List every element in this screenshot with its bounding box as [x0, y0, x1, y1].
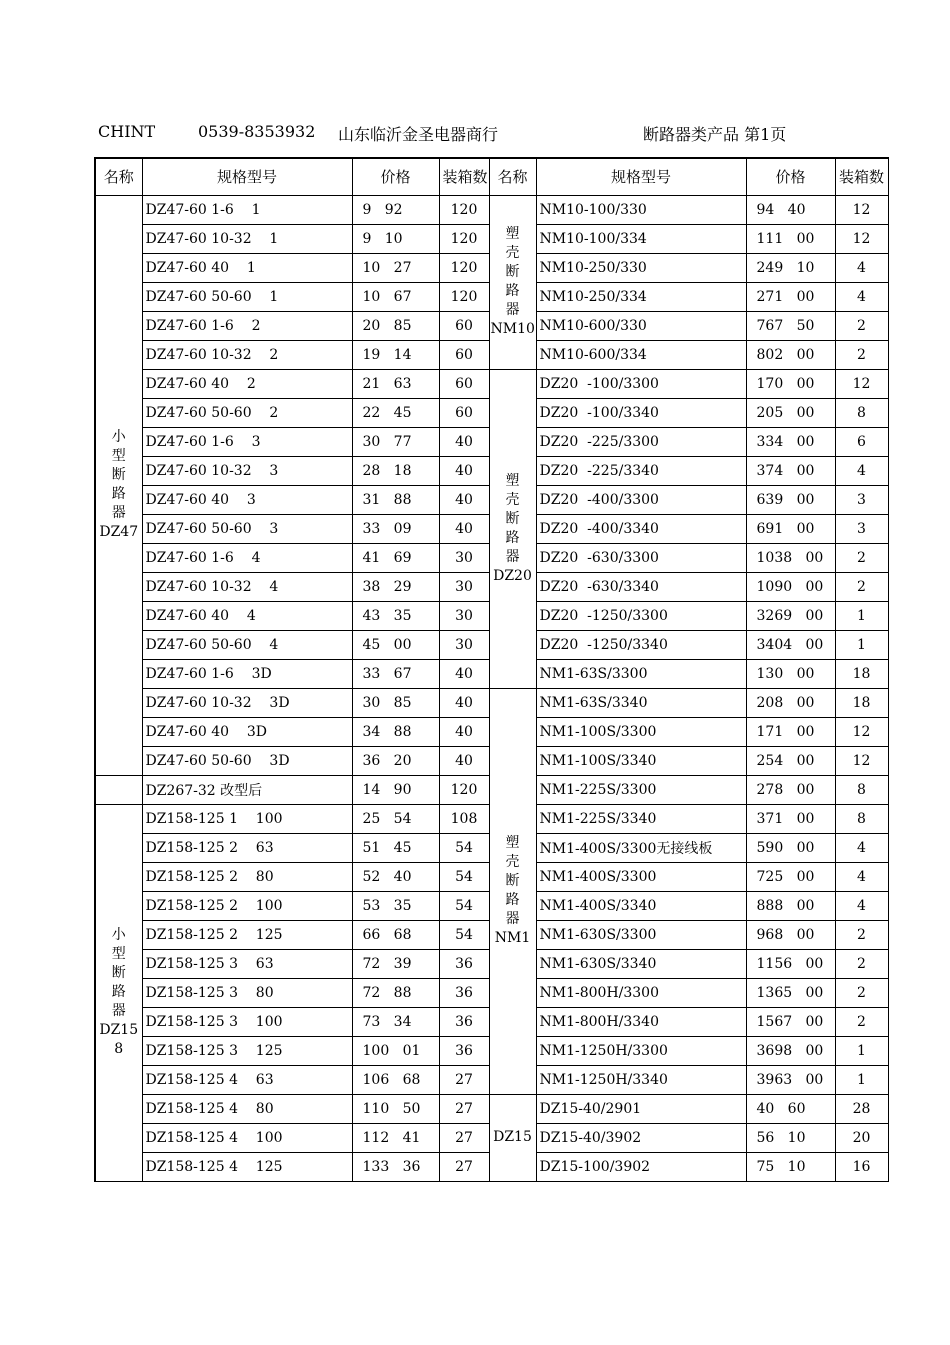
spec-cell: DZ47-60 50-60 1	[142, 282, 352, 311]
spec-cell: NM10-100/334	[536, 224, 746, 253]
price-cell: 208 00	[746, 688, 835, 717]
spec-cell: DZ158-125 4 125	[142, 1152, 352, 1181]
spec-cell: DZ47-60 50-60 2	[142, 398, 352, 427]
box-qty-cell: 1	[835, 1036, 888, 1065]
price-cell: 33 67	[352, 659, 439, 688]
box-qty-cell: 40	[439, 485, 489, 514]
box-qty-cell: 27	[439, 1152, 489, 1181]
price-cell: 45 00	[352, 630, 439, 659]
spec-cell: DZ20 -225/3300	[536, 427, 746, 456]
box-qty-cell: 30	[439, 543, 489, 572]
spec-cell: NM10-600/330	[536, 311, 746, 340]
box-qty-cell: 54	[439, 891, 489, 920]
spec-cell: DZ20 -100/3340	[536, 398, 746, 427]
box-qty-cell: 8	[835, 398, 888, 427]
price-cell: 170 00	[746, 369, 835, 398]
price-cell: 38 29	[352, 572, 439, 601]
price-cell: 590 00	[746, 833, 835, 862]
price-cell: 28 18	[352, 456, 439, 485]
box-qty-cell: 27	[439, 1094, 489, 1123]
table-row	[95, 1094, 888, 1123]
box-qty-cell: 2	[835, 543, 888, 572]
price-cell: 3698 00	[746, 1036, 835, 1065]
box-qty-cell: 54	[439, 920, 489, 949]
box-qty-cell: 2	[835, 978, 888, 1007]
box-qty-cell: 120	[439, 253, 489, 282]
spec-cell: DZ47-60 10-32 4	[142, 572, 352, 601]
spec-cell: NM1-63S/3340	[536, 688, 746, 717]
box-qty-cell: 8	[835, 775, 888, 804]
spec-cell: DZ47-60 1-6 3D	[142, 659, 352, 688]
box-qty-cell: 3	[835, 514, 888, 543]
price-cell: 3963 00	[746, 1065, 835, 1094]
price-cell: 968 00	[746, 920, 835, 949]
box-qty-cell: 54	[439, 862, 489, 891]
price-cell: 1365 00	[746, 978, 835, 1007]
box-qty-cell: 12	[835, 195, 888, 224]
price-cell: 20 85	[352, 311, 439, 340]
price-cell: 271 00	[746, 282, 835, 311]
spec-cell: NM1-100S/3300	[536, 717, 746, 746]
box-qty-cell: 40	[439, 717, 489, 746]
box-qty-cell: 36	[439, 978, 489, 1007]
box-qty-cell: 4	[835, 282, 888, 311]
box-qty-cell: 2	[835, 949, 888, 978]
col-header: 名称	[489, 158, 536, 195]
price-cell: 66 68	[352, 920, 439, 949]
price-cell: 205 00	[746, 398, 835, 427]
spec-cell: NM10-250/330	[536, 253, 746, 282]
price-cell: 1090 00	[746, 572, 835, 601]
spec-cell: NM1-800H/3340	[536, 1007, 746, 1036]
spec-cell: DZ158-125 3 63	[142, 949, 352, 978]
box-qty-cell: 120	[439, 775, 489, 804]
spec-cell: NM10-250/334	[536, 282, 746, 311]
spec-cell: NM1-400S/3300	[536, 862, 746, 891]
price-cell: 3269 00	[746, 601, 835, 630]
spec-cell: DZ20 -1250/3340	[536, 630, 746, 659]
spec-cell: DZ47-60 40 3D	[142, 717, 352, 746]
box-qty-cell: 40	[439, 514, 489, 543]
box-qty-cell: 60	[439, 311, 489, 340]
price-cell: 639 00	[746, 485, 835, 514]
box-qty-cell: 18	[835, 688, 888, 717]
spec-cell: DZ267-32 改型后	[142, 775, 352, 804]
box-qty-cell: 2	[835, 572, 888, 601]
price-cell: 725 00	[746, 862, 835, 891]
spec-cell: DZ20 -225/3340	[536, 456, 746, 485]
price-cell: 9 10	[352, 224, 439, 253]
box-qty-cell: 40	[439, 746, 489, 775]
price-cell: 371 00	[746, 804, 835, 833]
price-table	[94, 157, 889, 1182]
box-qty-cell: 27	[439, 1123, 489, 1152]
spec-cell: DZ20 -1250/3300	[536, 601, 746, 630]
box-qty-cell: 36	[439, 1007, 489, 1036]
spec-cell: DZ158-125 3 100	[142, 1007, 352, 1036]
box-qty-cell: 27	[439, 1065, 489, 1094]
price-cell: 100 01	[352, 1036, 439, 1065]
spec-cell: DZ158-125 1 100	[142, 804, 352, 833]
box-qty-cell: 40	[439, 659, 489, 688]
spec-cell: DZ158-125 3 125	[142, 1036, 352, 1065]
price-cell: 802 00	[746, 340, 835, 369]
spec-cell: DZ158-125 4 100	[142, 1123, 352, 1152]
box-qty-cell: 2	[835, 920, 888, 949]
price-cell: 10 67	[352, 282, 439, 311]
price-cell: 94 40	[746, 195, 835, 224]
spec-cell: NM1-400S/3340	[536, 891, 746, 920]
price-cell: 31 88	[352, 485, 439, 514]
spec-cell: DZ158-125 3 80	[142, 978, 352, 1007]
price-cell: 1038 00	[746, 543, 835, 572]
box-qty-cell: 2	[835, 340, 888, 369]
col-header: 规格型号	[536, 158, 746, 195]
price-cell: 691 00	[746, 514, 835, 543]
spec-cell: NM1-400S/3300无接线板	[536, 833, 746, 862]
spec-cell: NM10-600/334	[536, 340, 746, 369]
table-row	[95, 369, 888, 398]
spec-cell: DZ20 -400/3300	[536, 485, 746, 514]
col-header: 装箱数	[439, 158, 489, 195]
spec-cell: NM1-225S/3300	[536, 775, 746, 804]
price-cell: 21 63	[352, 369, 439, 398]
spec-cell: DZ47-60 1-6 1	[142, 195, 352, 224]
price-cell: 374 00	[746, 456, 835, 485]
price-cell: 3404 00	[746, 630, 835, 659]
box-qty-cell: 4	[835, 253, 888, 282]
price-cell: 52 40	[352, 862, 439, 891]
spec-cell: DZ47-60 10-32 1	[142, 224, 352, 253]
spec-cell: DZ47-60 10-32 2	[142, 340, 352, 369]
spec-cell: DZ47-60 40 1	[142, 253, 352, 282]
price-cell: 30 77	[352, 427, 439, 456]
spec-cell: NM1-100S/3340	[536, 746, 746, 775]
group-name-cell	[95, 775, 142, 804]
box-qty-cell: 16	[835, 1152, 888, 1181]
spec-cell: DZ158-125 2 80	[142, 862, 352, 891]
price-cell: 33 09	[352, 514, 439, 543]
spec-cell: DZ47-60 1-6 4	[142, 543, 352, 572]
box-qty-cell: 28	[835, 1094, 888, 1123]
price-cell: 1156 00	[746, 949, 835, 978]
box-qty-cell: 18	[835, 659, 888, 688]
box-qty-cell: 4	[835, 833, 888, 862]
price-cell: 75 10	[746, 1152, 835, 1181]
price-cell: 9 92	[352, 195, 439, 224]
spec-cell: DZ158-125 2 63	[142, 833, 352, 862]
group-name-cell: 小 型 断 路 器 DZ15 8	[95, 804, 142, 1181]
box-qty-cell: 2	[835, 1007, 888, 1036]
spec-cell: NM1-630S/3340	[536, 949, 746, 978]
col-header: 价格	[352, 158, 439, 195]
box-qty-cell: 30	[439, 601, 489, 630]
box-qty-cell: 1	[835, 601, 888, 630]
box-qty-cell: 4	[835, 862, 888, 891]
box-qty-cell: 12	[835, 717, 888, 746]
spec-cell: DZ47-60 40 4	[142, 601, 352, 630]
spec-cell: DZ47-60 10-32 3D	[142, 688, 352, 717]
spec-cell: DZ47-60 50-60 3	[142, 514, 352, 543]
box-qty-cell: 6	[835, 427, 888, 456]
price-cell: 10 27	[352, 253, 439, 282]
price-cell: 73 34	[352, 1007, 439, 1036]
box-qty-cell: 30	[439, 630, 489, 659]
price-cell: 41 69	[352, 543, 439, 572]
table-row	[95, 195, 888, 224]
price-cell: 22 45	[352, 398, 439, 427]
box-qty-cell: 54	[439, 833, 489, 862]
price-cell: 254 00	[746, 746, 835, 775]
spec-cell: NM1-800H/3300	[536, 978, 746, 1007]
group-name-cell: 塑 壳 断 路 器 DZ20	[489, 369, 536, 688]
spec-cell: DZ47-60 1-6 3	[142, 427, 352, 456]
spec-cell: NM1-1250H/3300	[536, 1036, 746, 1065]
box-qty-cell: 4	[835, 456, 888, 485]
price-cell: 106 68	[352, 1065, 439, 1094]
col-header: 名称	[95, 158, 142, 195]
spec-cell: DZ20 -400/3340	[536, 514, 746, 543]
box-qty-cell: 1	[835, 630, 888, 659]
group-name-cell: 塑 壳 断 路 器 NM10	[489, 195, 536, 369]
box-qty-cell: 12	[835, 224, 888, 253]
price-cell: 171 00	[746, 717, 835, 746]
box-qty-cell: 30	[439, 572, 489, 601]
box-qty-cell: 2	[835, 311, 888, 340]
spec-cell: DZ47-60 40 3	[142, 485, 352, 514]
spec-cell: DZ20 -630/3340	[536, 572, 746, 601]
spec-cell: DZ20 -630/3300	[536, 543, 746, 572]
spec-cell: DZ47-60 50-60 4	[142, 630, 352, 659]
box-qty-cell: 8	[835, 804, 888, 833]
box-qty-cell: 20	[835, 1123, 888, 1152]
box-qty-cell: 40	[439, 427, 489, 456]
spec-cell: DZ15-40/2901	[536, 1094, 746, 1123]
price-cell: 334 00	[746, 427, 835, 456]
spec-cell: NM1-225S/3340	[536, 804, 746, 833]
box-qty-cell: 60	[439, 369, 489, 398]
price-cell: 36 20	[352, 746, 439, 775]
spec-cell: NM1-1250H/3340	[536, 1065, 746, 1094]
spec-cell: NM1-630S/3300	[536, 920, 746, 949]
box-qty-cell: 108	[439, 804, 489, 833]
box-qty-cell: 4	[835, 891, 888, 920]
box-qty-cell: 120	[439, 282, 489, 311]
box-qty-cell: 12	[835, 746, 888, 775]
price-cell: 110 50	[352, 1094, 439, 1123]
group-name-cell: DZ15	[489, 1094, 536, 1181]
box-qty-cell: 1	[835, 1065, 888, 1094]
spec-cell: DZ158-125 2 125	[142, 920, 352, 949]
price-cell: 53 35	[352, 891, 439, 920]
price-cell: 888 00	[746, 891, 835, 920]
table-row	[95, 688, 888, 717]
price-cell: 34 88	[352, 717, 439, 746]
price-cell: 14 90	[352, 775, 439, 804]
box-qty-cell: 3	[835, 485, 888, 514]
group-name-cell: 小 型 断 路 器 DZ47	[95, 195, 142, 775]
spec-cell: DZ158-125 4 80	[142, 1094, 352, 1123]
price-cell: 111 00	[746, 224, 835, 253]
spec-cell: DZ15-100/3902	[536, 1152, 746, 1181]
box-qty-cell: 12	[835, 369, 888, 398]
spec-cell: DZ47-60 40 2	[142, 369, 352, 398]
price-cell: 1567 00	[746, 1007, 835, 1036]
price-cell: 278 00	[746, 775, 835, 804]
price-cell: 249 10	[746, 253, 835, 282]
col-header: 规格型号	[142, 158, 352, 195]
box-qty-cell: 120	[439, 224, 489, 253]
price-cell: 767 50	[746, 311, 835, 340]
col-header: 价格	[746, 158, 835, 195]
spec-cell: DZ47-60 1-6 2	[142, 311, 352, 340]
box-qty-cell: 60	[439, 398, 489, 427]
price-cell: 72 39	[352, 949, 439, 978]
price-cell: 25 54	[352, 804, 439, 833]
col-header: 装箱数	[835, 158, 888, 195]
price-cell: 40 60	[746, 1094, 835, 1123]
spec-cell: DZ47-60 50-60 3D	[142, 746, 352, 775]
spec-cell: DZ20 -100/3300	[536, 369, 746, 398]
price-cell: 133 36	[352, 1152, 439, 1181]
price-cell: 43 35	[352, 601, 439, 630]
company-name: 山东临沂金圣电器商行	[338, 125, 499, 144]
price-cell: 72 88	[352, 978, 439, 1007]
table-header-row	[95, 158, 888, 195]
price-cell: 130 00	[746, 659, 835, 688]
spec-cell: DZ158-125 2 100	[142, 891, 352, 920]
box-qty-cell: 60	[439, 340, 489, 369]
price-cell: 56 10	[746, 1123, 835, 1152]
box-qty-cell: 36	[439, 1036, 489, 1065]
spec-cell: NM10-100/330	[536, 195, 746, 224]
spec-cell: DZ47-60 10-32 3	[142, 456, 352, 485]
box-qty-cell: 40	[439, 456, 489, 485]
price-cell: 30 85	[352, 688, 439, 717]
spec-cell: NM1-63S/3300	[536, 659, 746, 688]
spec-cell: DZ15-40/3902	[536, 1123, 746, 1152]
phone-number: 0539-8353932	[198, 122, 316, 141]
page-header	[98, 122, 888, 150]
price-cell: 51 45	[352, 833, 439, 862]
group-name-cell: 塑 壳 断 路 器 NM1	[489, 688, 536, 1094]
brand-name: CHINT	[98, 122, 156, 141]
box-qty-cell: 120	[439, 195, 489, 224]
box-qty-cell: 40	[439, 688, 489, 717]
box-qty-cell: 36	[439, 949, 489, 978]
spec-cell: DZ158-125 4 63	[142, 1065, 352, 1094]
price-cell: 19 14	[352, 340, 439, 369]
price-cell: 112 41	[352, 1123, 439, 1152]
category-title: 断路器类产品 第1页	[643, 125, 787, 144]
